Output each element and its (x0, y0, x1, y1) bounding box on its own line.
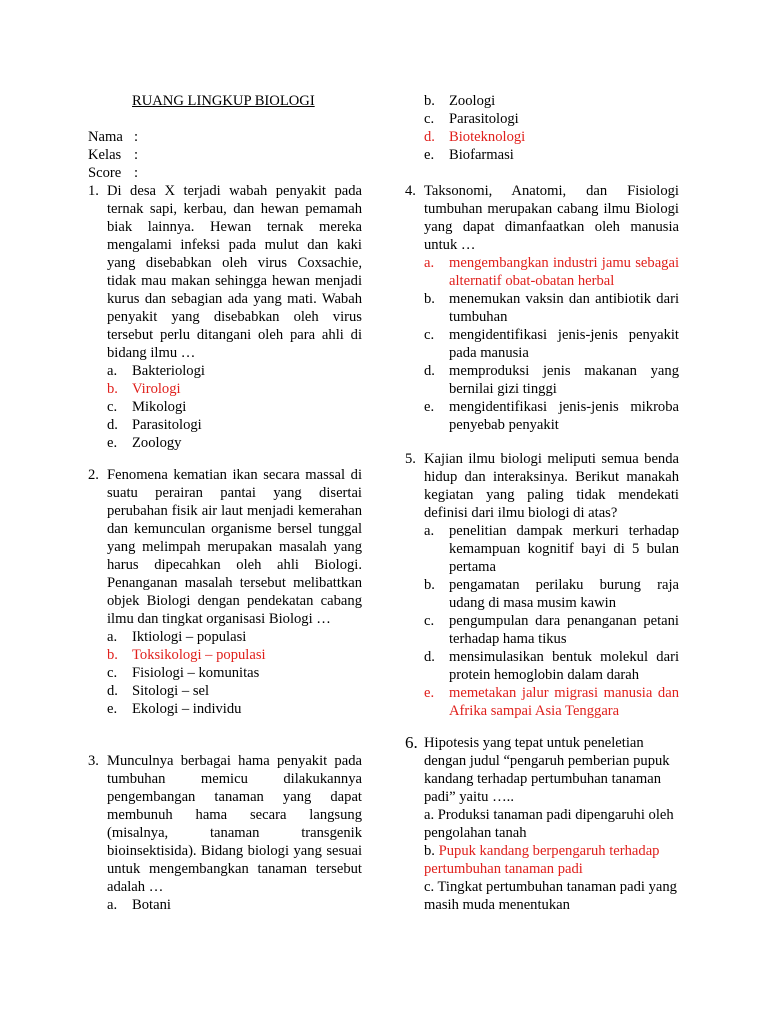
option-letter: a. (107, 629, 118, 645)
option-b-correct (424, 842, 679, 878)
option-text: Sitologi – sel (132, 683, 210, 699)
question-5 (405, 450, 679, 720)
option-a (405, 522, 679, 576)
option-b (405, 92, 679, 110)
option-a (88, 896, 362, 914)
option-a-correct (405, 254, 679, 290)
option-text: pengamatan perilaku burung raja udang di masa musim kawin (449, 577, 679, 611)
option-text: menemukan vaksin dan antibiotik dari tumbuhan (449, 291, 679, 325)
option-b-correct (88, 380, 362, 398)
student-info (88, 128, 138, 182)
question-text: Kajian ilmu biologi meliputi semua benda hidup dan interaksinya. Berikut manakah kegiatan yang paling tidak mendekati definisi dari ilmu biologi di atas? (424, 451, 679, 521)
option-text: Botani (132, 897, 171, 913)
meta-key: Kelas (88, 147, 122, 163)
option-e (405, 398, 679, 434)
option-letter: a. (424, 255, 435, 271)
option-c (405, 110, 679, 128)
option-text: penelitian dampak merkuri terhadap kemampuan kognitif bayi di 5 bulan pertama (449, 523, 679, 575)
question-6 (405, 734, 679, 914)
option-text: Zoology (132, 435, 182, 451)
option-b-correct (88, 646, 362, 664)
option-a (88, 628, 362, 646)
option-letter: d. (424, 649, 435, 665)
meta-key: Nama (88, 129, 123, 145)
question-number: 1. (88, 183, 99, 199)
question-text: Hipotesis yang tepat untuk peneletian dengan judul “pengaruh pemberian pupuk kandang terhadap pertumbuhan tanaman padi” yaitu ….. (424, 735, 670, 805)
option-text: Iktiologi – populasi (132, 629, 247, 645)
option-letter: d. (107, 683, 118, 699)
option-c (88, 398, 362, 416)
option-text: mengidentifikasi jenis-jenis mikroba penyebab penyakit (449, 399, 679, 433)
option-text: Bioteknologi (449, 129, 526, 145)
option-text: Mikologi (132, 399, 187, 415)
option-text: Tingkat pertumbuhan tanaman padi yang masih muda menentukan (424, 879, 677, 913)
option-letter: d. (424, 363, 435, 379)
option-d (88, 682, 362, 700)
option-text: mengembangkan industri jamu sebagai alternatif obat-obatan herbal (449, 255, 679, 289)
option-e (88, 700, 362, 718)
meta-sep: : (134, 147, 139, 163)
option-text: Pupuk kandang berpengaruh terhadap pertumbuhan tanaman padi (424, 843, 660, 877)
option-letter: a. (107, 897, 118, 913)
option-letter: b. (424, 93, 435, 109)
meta-key: Score (88, 165, 122, 181)
question-number: 6. (405, 733, 418, 752)
option-letter: c. (424, 613, 435, 629)
question-text: Taksonomi, Anatomi, dan Fisiologi tumbuhan merupakan cabang ilmu Biologi yang dapat dimanfaatkan oleh manusia untuk … (424, 183, 679, 253)
option-e (405, 146, 679, 164)
option-c (88, 664, 362, 682)
option-letter: d. (107, 417, 118, 433)
option-c (424, 878, 679, 914)
option-letter: b. (424, 291, 435, 307)
option-letter: b. (107, 647, 118, 663)
option-letter: c. (424, 879, 435, 895)
option-text: Produksi tanaman padi dipengaruhi oleh pengolahan tanah (424, 807, 674, 841)
option-letter: a. (107, 363, 118, 379)
option-e-correct (405, 684, 679, 720)
option-letter: e. (107, 701, 118, 717)
question-number: 4. (405, 183, 416, 199)
option-text: Parasitologi (449, 111, 519, 127)
question-text: Munculnya berbagai hama penyakit pada tumbuhan memicu dilakukannya pengembangan tanaman yang dapat membunuh hama secara langsung (misalnya, tanaman transgenik bioinsektisida). Bidang biologi yang sesuai untuk mengembangkan tanaman tersebut adalah … (107, 753, 362, 895)
option-a (424, 806, 679, 842)
option-text: Zoologi (449, 93, 496, 109)
option-d-correct (405, 128, 679, 146)
question-4 (405, 182, 679, 434)
option-letter: c. (107, 399, 118, 415)
option-letter: e. (107, 435, 118, 451)
option-text: memproduksi jenis makanan yang bernilai gizi tinggi (449, 363, 679, 397)
option-letter: c. (107, 665, 118, 681)
option-letter: e. (424, 147, 435, 163)
question-number: 3. (88, 753, 99, 769)
meta-sep: : (134, 165, 139, 181)
meta-row-kelas (88, 146, 138, 164)
option-letter: c. (424, 327, 435, 343)
option-text: Parasitologi (132, 417, 202, 433)
meta-row-score (88, 164, 138, 182)
option-text: Biofarmasi (449, 147, 514, 163)
option-text: Fisiologi – komunitas (132, 665, 260, 681)
option-d (88, 416, 362, 434)
option-text: memetakan jalur migrasi manusia dan Afrika sampai Asia Tenggara (449, 685, 679, 719)
option-c (405, 612, 679, 648)
question-3-continued (405, 92, 679, 164)
question-1 (88, 182, 362, 452)
meta-sep: : (134, 129, 139, 145)
meta-row-nama (88, 128, 138, 146)
page-title: RUANG LINGKUP BIOLOGI (132, 93, 315, 109)
option-text: Toksikologi – populasi (132, 647, 266, 663)
question-text: Di desa X terjadi wabah penyakit pada ternak sapi, kerbau, dan hewan pemamah biak lainnya. Hewan ternak mereka mengalami infeksi pada mulut dan kaki yang disebabkan oleh virus Coxsachie, tidak mau makan sehingga hewan menjadi kurus dan sebagian ada yang mati. Wabah penyakit yang disebabkan oleh virus tersebut perlu ditangani oleh para ahli di bidang ilmu … (107, 183, 362, 361)
option-text: Bakteriologi (132, 363, 205, 379)
question-text: Fenomena kematian ikan secara massal di suatu perairan pantai yang disertai perubahan fisik air laut menjadi kemerahan dan kemunculan organisme bersel tunggal yang melimpah merupakan masalah yang harus dipecahkan oleh ahli Biologi. Penanganan masalah tersebut melibattkan objek Biologi dengan pendekatan cabang ilmu dan tingkat organisasi Biologi … (107, 467, 362, 627)
option-letter: b. (424, 843, 435, 859)
option-text: mengidentifikasi jenis-jenis penyakit pada manusia (449, 327, 679, 361)
option-letter: b. (107, 381, 118, 397)
option-text: Ekologi – individu (132, 701, 242, 717)
option-letter: a. (424, 807, 435, 823)
option-text: Virologi (132, 381, 181, 397)
option-c (405, 326, 679, 362)
option-letter: d. (424, 129, 435, 145)
question-number: 5. (405, 451, 416, 467)
option-text: mensimulasikan bentuk molekul dari protein hemoglobin dalam darah (449, 649, 679, 683)
question-2 (88, 466, 362, 718)
option-e (88, 434, 362, 452)
question-number: 2. (88, 467, 99, 483)
option-letter: e. (424, 399, 435, 415)
question-3 (88, 752, 362, 914)
option-d (405, 648, 679, 684)
option-letter: c. (424, 111, 435, 127)
option-text: pengumpulan dara penanganan petani terhadap hama tikus (449, 613, 679, 647)
option-letter: a. (424, 523, 435, 539)
option-b (405, 576, 679, 612)
option-letter: b. (424, 577, 435, 593)
option-b (405, 290, 679, 326)
option-a (88, 362, 362, 380)
option-letter: e. (424, 685, 435, 701)
option-d (405, 362, 679, 398)
